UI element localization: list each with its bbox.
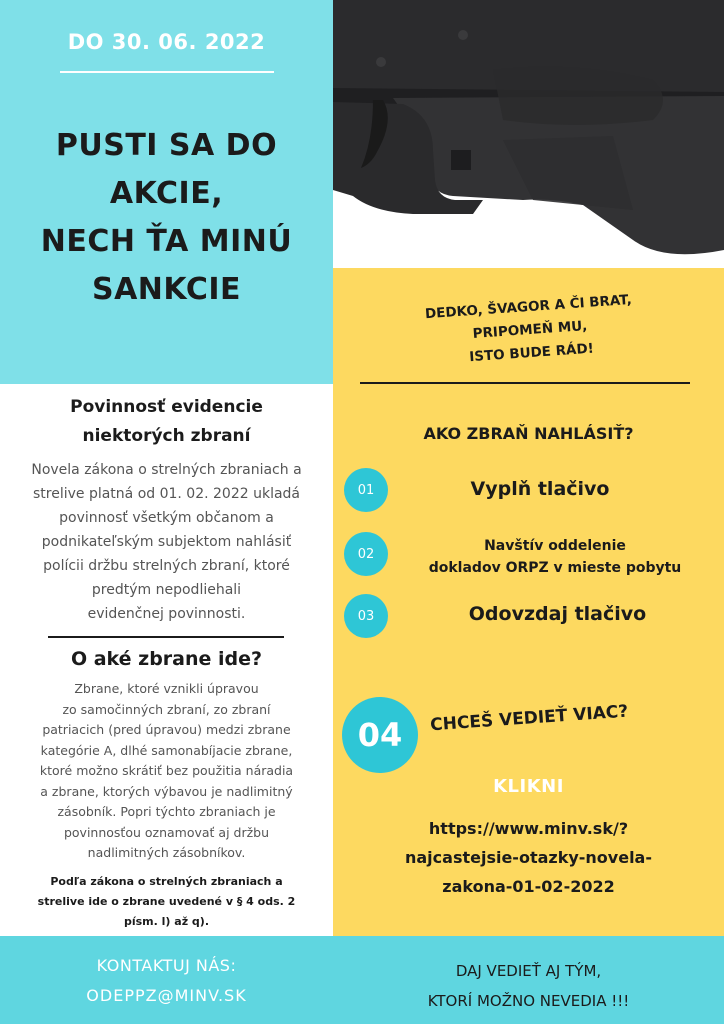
click-label: KLIKNI xyxy=(493,776,564,797)
text-line: povinnosť všetkým občanom a xyxy=(59,510,274,526)
text-line: Novela zákona o strelných zbraniach a xyxy=(31,462,302,478)
headline-line: NECH ŤA MINÚ xyxy=(40,224,293,259)
step-text-line: Navštív oddelenie xyxy=(484,538,626,554)
headline-line: AKCIE, xyxy=(109,176,224,211)
share-line: KTORÍ MOŽNO NEVEDIA !!! xyxy=(427,992,630,1010)
family-line: DEDKO, ŠVAGOR A ČI BRAT, xyxy=(424,291,633,323)
text-line: povinnosťou oznamovať aj držbu xyxy=(63,824,270,840)
how-to-title: AKO ZBRAŇ NAHLÁSIŤ? xyxy=(423,424,634,443)
text-line: strelive ide o zbrane uvedené v § 4 ods. 2 xyxy=(37,895,296,908)
text-line: Podľa zákona o strelných zbraniach a xyxy=(50,875,283,888)
text-line: strelive platná od 01. 02. 2022 ukladá xyxy=(32,486,301,502)
text-line: podnikateľským subjektom nahlásiť xyxy=(41,534,292,550)
share-line: DAJ VEDIEŤ AJ TÝM, xyxy=(455,962,602,980)
step-text-line: dokladov ORPZ v mieste pobytu xyxy=(428,560,682,576)
link-line[interactable]: najcastejsie-otazky-novela- xyxy=(404,848,652,867)
which-text xyxy=(0,679,333,864)
text-line: polícii držbu strelných zbraní, ktoré xyxy=(43,558,290,574)
duty-text xyxy=(0,458,333,626)
duty-title-line: Povinnosť evidencie xyxy=(70,397,263,417)
handgun-photo xyxy=(333,0,724,268)
duty-title-line: niektorých zbraní xyxy=(82,426,251,446)
law-reference xyxy=(0,872,333,932)
which-title: O aké zbrane ide? xyxy=(70,648,263,670)
headline-line: SANKCIE xyxy=(91,272,241,307)
headline xyxy=(0,122,333,314)
step-number-badge: 04 xyxy=(342,697,418,773)
contact-label: KONTAKTUJ NÁS: xyxy=(96,956,237,975)
family-line: ISTO BUDE RÁD! xyxy=(468,340,595,366)
divider xyxy=(360,382,690,384)
text-line: a zbrane, ktorých výbavou je nadlimitný xyxy=(40,783,293,799)
contact-email-link[interactable]: ODEPPZ@MINV.SK xyxy=(86,986,247,1005)
more-info-title: CHCEŠ VEDIEŤ VIAC? xyxy=(429,701,629,736)
text-line: kategórie A, dlhé samonabíjacie zbrane, xyxy=(40,742,293,758)
divider xyxy=(48,636,284,638)
text-line: patriacich (pred úpravou) medzi zbrane xyxy=(42,722,291,737)
text-line: evidenčnej povinnosti. xyxy=(87,606,246,622)
text-line: Zbrane, ktoré vznikli úpravou xyxy=(74,681,259,696)
text-line: predtým nepodliehali xyxy=(91,582,242,598)
step-number-badge: 01 xyxy=(344,468,388,512)
info-link[interactable] xyxy=(333,814,724,901)
text-line: zo samočinných zbraní, zo zbraní xyxy=(62,701,271,717)
link-line[interactable]: https://www.minv.sk/? xyxy=(428,819,629,838)
duty-title xyxy=(0,393,333,451)
step-number-badge: 02 xyxy=(344,532,388,576)
share-message xyxy=(333,956,724,1016)
text-line: ktoré možno skrátiť bez použitia náradia xyxy=(39,763,294,778)
step-text xyxy=(395,535,715,579)
handgun-icon xyxy=(333,0,724,268)
text-line: nadlimitných zásobníkov. xyxy=(87,845,246,860)
text-line: písm. l) až q). xyxy=(123,915,210,928)
step-text: Odovzdaj tlačivo xyxy=(468,603,647,625)
deadline-date: DO 30. 06. 2022 xyxy=(67,30,266,54)
text-line: zásobník. Popri týchto zbraniach je xyxy=(57,804,276,819)
step-number-badge: 03 xyxy=(344,594,388,638)
divider xyxy=(60,71,274,73)
link-line[interactable]: zakona-01-02-2022 xyxy=(442,877,615,896)
family-line: PRIPOMEŇ MU, xyxy=(472,318,588,342)
step-text: Vyplň tlačivo xyxy=(470,478,610,500)
headline-line: PUSTI SA DO xyxy=(55,128,278,163)
